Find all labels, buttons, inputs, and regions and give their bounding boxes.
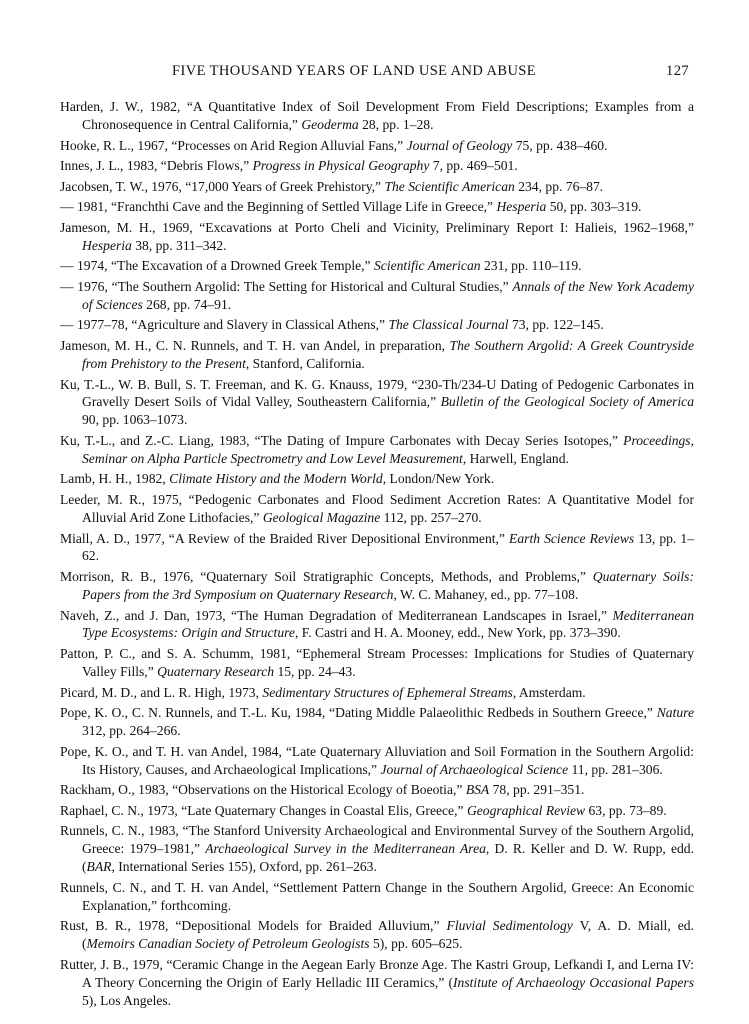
- reference-entry: [60, 219, 694, 255]
- reference-italic-text: The Scientific American: [384, 178, 515, 194]
- reference-text: — 1977–78, “Agriculture and Slavery in Classical Athens,”: [60, 317, 389, 333]
- reference-italic-text: Bulletin of the Geological Society of America: [440, 394, 694, 410]
- reference-text: Runnels, C. N., 1983, “The Stanford University Archaeological and Environmental Survey of the Southern Argolid, Greece: 1979–1981,”: [60, 823, 694, 857]
- reference-text: Hooke, R. L., 1967, “Processes on Arid Region Alluvial Fans,”: [60, 137, 407, 153]
- reference-text: 15, pp. 24–43.: [274, 663, 356, 679]
- reference-entry: [60, 198, 694, 216]
- reference-text: 11, pp. 281–306.: [568, 761, 663, 777]
- reference-text: , International Series 155), Oxford, pp. 261–263.: [111, 859, 377, 875]
- reference-text: — 1976, “The Southern Argolid: The Setting for Historical and Cultural Studies,”: [60, 278, 513, 294]
- reference-text: Jameson, M. H., C. N. Runnels, and T. H. van Andel, in preparation,: [60, 338, 450, 354]
- reference-text: Jameson, M. H., 1969, “Excavations at Porto Cheli and Vicinity, Preliminary Report I: Halieis, 1962–1968,”: [60, 219, 694, 235]
- reference-text: Ku, T.-L., W. B. Bull, S. T. Freeman, and K. G. Knauss, 1979, “230-Th/234-U Dating of Pedogenic Carbonates in Gravelly Desert Soils of Vidal Valley, Southeastern California,”: [60, 376, 694, 410]
- reference-entry: [60, 684, 694, 702]
- reference-italic-text: BSA: [465, 782, 490, 798]
- reference-text: 13, pp. 1–62.: [82, 530, 694, 564]
- reference-text: Rutter, J. B., 1979, “Ceramic Change in the Aegean Early Bronze Age. The Kastri Group, Lefkandi I, and Lerna IV: A Theory Concerning the Origin of Early Helladic III Ceramics,” (: [60, 956, 694, 990]
- reference-entry: [60, 178, 694, 196]
- reference-entry: [60, 802, 694, 820]
- reference-entry: [60, 645, 694, 681]
- reference-text: Naveh, Z., and J. Dan, 1973, “The Human Degradation of Mediterranean Landscapes in Israel,”: [60, 607, 613, 623]
- reference-text: , D. R. Keller and D. W. Rupp, edd. (: [82, 841, 694, 875]
- reference-entry: [60, 781, 694, 799]
- reference-italic-text: Fluvial Sedimentology: [446, 918, 573, 934]
- reference-italic-text: The Classical Journal: [388, 317, 509, 333]
- reference-entry: [60, 316, 694, 334]
- reference-entry: [60, 607, 694, 643]
- reference-entry: [60, 956, 694, 1010]
- reference-text: — 1974, “The Excavation of a Drowned Greek Temple,”: [60, 258, 374, 274]
- reference-italic-text: Hesperia: [82, 237, 132, 253]
- reference-text: 63, pp. 73–89.: [585, 802, 667, 818]
- reference-italic-text: Journal of Geology: [406, 137, 513, 153]
- reference-text: 268, pp. 74–91.: [142, 296, 232, 312]
- reference-italic-text: Archaeological Survey in the Mediterranean Area: [205, 841, 486, 857]
- reference-text: 38, pp. 311–342.: [131, 237, 227, 253]
- reference-text: Pope, K. O., and T. H. van Andel, 1984, “Late Quaternary Alluviation and Soil Formation in the Southern Argolid: Its History, Causes, and Archaeological Implications,”: [60, 743, 694, 777]
- reference-italic-text: Quaternary Research: [157, 663, 275, 679]
- reference-italic-text: Memoirs Canadian Society of Petroleum Geologists: [86, 936, 370, 952]
- reference-text: 112, pp. 257–270.: [380, 509, 482, 525]
- reference-list: [60, 98, 694, 1012]
- reference-text: Innes, J. L., 1983, “Debris Flows,”: [60, 158, 253, 174]
- reference-text: Ku, T.-L., and Z.-C. Liang, 1983, “The Dating of Impure Carbonates with Decay Series Isotopes,”: [60, 432, 624, 448]
- reference-text: 234, pp. 76–87.: [514, 178, 604, 194]
- reference-entry: [60, 470, 694, 488]
- reference-entry: [60, 137, 694, 155]
- reference-entry: [60, 568, 694, 604]
- reference-entry: [60, 879, 694, 915]
- reference-entry: [60, 257, 694, 275]
- reference-italic-text: Proceedings, Seminar on Alpha Particle Spectrometry and Low Level Measurement: [82, 432, 694, 466]
- reference-text: Pope, K. O., C. N. Runnels, and T.-L. Ku, 1984, “Dating Middle Palaeolithic Redbeds in Southern Greece,”: [60, 705, 657, 721]
- reference-italic-text: Scientific American: [373, 258, 481, 274]
- reference-text: 90, pp. 1063–1073.: [82, 412, 188, 428]
- reference-italic-text: Sedimentary Structures of Ephemeral Streams: [262, 684, 513, 700]
- reference-text: , Harwell, England.: [462, 450, 569, 466]
- reference-entry: [60, 376, 694, 430]
- reference-text: Rackham, O., 1983, “Observations on the Historical Ecology of Boeotia,”: [60, 782, 466, 798]
- reference-text: 78, pp. 291–351.: [489, 782, 585, 798]
- reference-italic-text: Geological Magazine: [262, 509, 381, 525]
- reference-text: Patton, P. C., and S. A. Schumm, 1981, “Ephemeral Stream Processes: Implications for Studies of Quaternary Valley Fills,”: [60, 646, 694, 679]
- running-head: [60, 63, 689, 85]
- reference-text: Raphael, C. N., 1973, “Late Quaternary Changes in Coastal Elis, Greece,”: [60, 802, 467, 818]
- reference-italic-text: Annals of the New York Academy of Sciences: [82, 278, 694, 312]
- reference-entry: [60, 530, 694, 566]
- reference-entry: [60, 704, 694, 740]
- reference-italic-text: Quaternary Soils: Papers from the 3rd Symposium on Quaternary Research: [82, 569, 694, 602]
- reference-text: 5), Los Angeles.: [82, 992, 172, 1008]
- reference-entry: [60, 917, 694, 953]
- reference-text: Miall, A. D., 1977, “A Review of the Braided River Depositional Environment,”: [60, 530, 510, 546]
- reference-text: , W. C. Mahaney, ed., pp. 77–108.: [393, 586, 579, 602]
- reference-text: , Stanford, California.: [245, 355, 365, 371]
- reference-text: Harden, J. W., 1982, “A Quantitative Index of Soil Development From Field Descriptions; Examples from a Chronosequence in Central California,”: [60, 99, 694, 132]
- reference-text: Picard, M. D., and L. R. High, 1973,: [60, 684, 263, 700]
- reference-text: 231, pp. 110–119.: [480, 258, 582, 274]
- reference-text: , F. Castri and H. A. Mooney, edd., New York, pp. 373–390.: [294, 625, 621, 641]
- reference-text: — 1981, “Franchthi Cave and the Beginning of Settled Village Life in Greece,”: [60, 199, 497, 215]
- reference-italic-text: BAR: [86, 859, 112, 875]
- reference-entry: [60, 98, 694, 134]
- reference-text: V, A. D. Miall, ed. (: [82, 918, 694, 952]
- reference-text: 312, pp. 264–266.: [82, 723, 181, 739]
- reference-entry: [60, 157, 694, 175]
- reference-italic-text: Hesperia: [496, 199, 547, 215]
- reference-text: Jacobsen, T. W., 1976, “17,000 Years of Greek Prehistory,”: [60, 178, 385, 194]
- reference-text: Lamb, H. H., 1982,: [60, 471, 170, 487]
- reference-text: Morrison, R. B., 1976, “Quaternary Soil Stratigraphic Concepts, Methods, and Problems,”: [60, 569, 593, 585]
- reference-italic-text: Progress in Physical Geography: [252, 158, 430, 174]
- reference-italic-text: The Southern Argolid: A Greek Countryside from Prehistory to the Present: [82, 338, 694, 371]
- running-head-title: FIVE THOUSAND YEARS OF LAND USE AND ABUSE: [172, 63, 537, 79]
- reference-italic-text: Geoderma: [301, 116, 359, 132]
- reference-entry: [60, 822, 694, 876]
- reference-italic-text: Nature: [656, 705, 694, 721]
- reference-text: 50, pp. 303–319.: [546, 199, 642, 215]
- reference-italic-text: Mediterranean Type Ecosystems: Origin and Structure: [82, 607, 694, 641]
- reference-italic-text: Climate History and the Modern World: [169, 471, 383, 487]
- reference-text: , London/New York.: [382, 471, 495, 487]
- reference-text: Rust, B. R., 1978, “Depositional Models for Braided Alluvium,”: [60, 918, 447, 934]
- reference-text: Leeder, M. R., 1975, “Pedogenic Carbonates and Flood Sediment Accretion Rates: A Quantitative Model for Alluvial Arid Zone Lithofacies,”: [60, 492, 694, 525]
- reference-entry: [60, 432, 694, 468]
- reference-entry: [60, 491, 694, 527]
- reference-italic-text: Earth Science Reviews: [509, 530, 635, 546]
- reference-text: 73, pp. 122–145.: [508, 317, 604, 333]
- reference-text: 75, pp. 438–460.: [512, 137, 608, 153]
- reference-entry: [60, 337, 694, 373]
- reference-text: 5), pp. 605–625.: [369, 936, 463, 952]
- reference-text: , Amsterdam.: [512, 684, 586, 700]
- reference-entry: [60, 278, 694, 314]
- page-number: 127: [666, 63, 689, 79]
- reference-text: Runnels, C. N., and T. H. van Andel, “Settlement Pattern Change in the Southern Argolid, Greece: An Economic Explanation,” forthcoming.: [60, 879, 694, 913]
- reference-entry: [60, 743, 694, 779]
- reference-text: 28, pp. 1–28.: [358, 116, 434, 132]
- reference-italic-text: Institute of Archaeology Occasional Papers: [453, 974, 694, 990]
- reference-italic-text: Journal of Archaeological Science: [380, 761, 569, 777]
- reference-text: 7, pp. 469–501.: [429, 158, 518, 174]
- reference-italic-text: Geographical Review: [466, 802, 586, 818]
